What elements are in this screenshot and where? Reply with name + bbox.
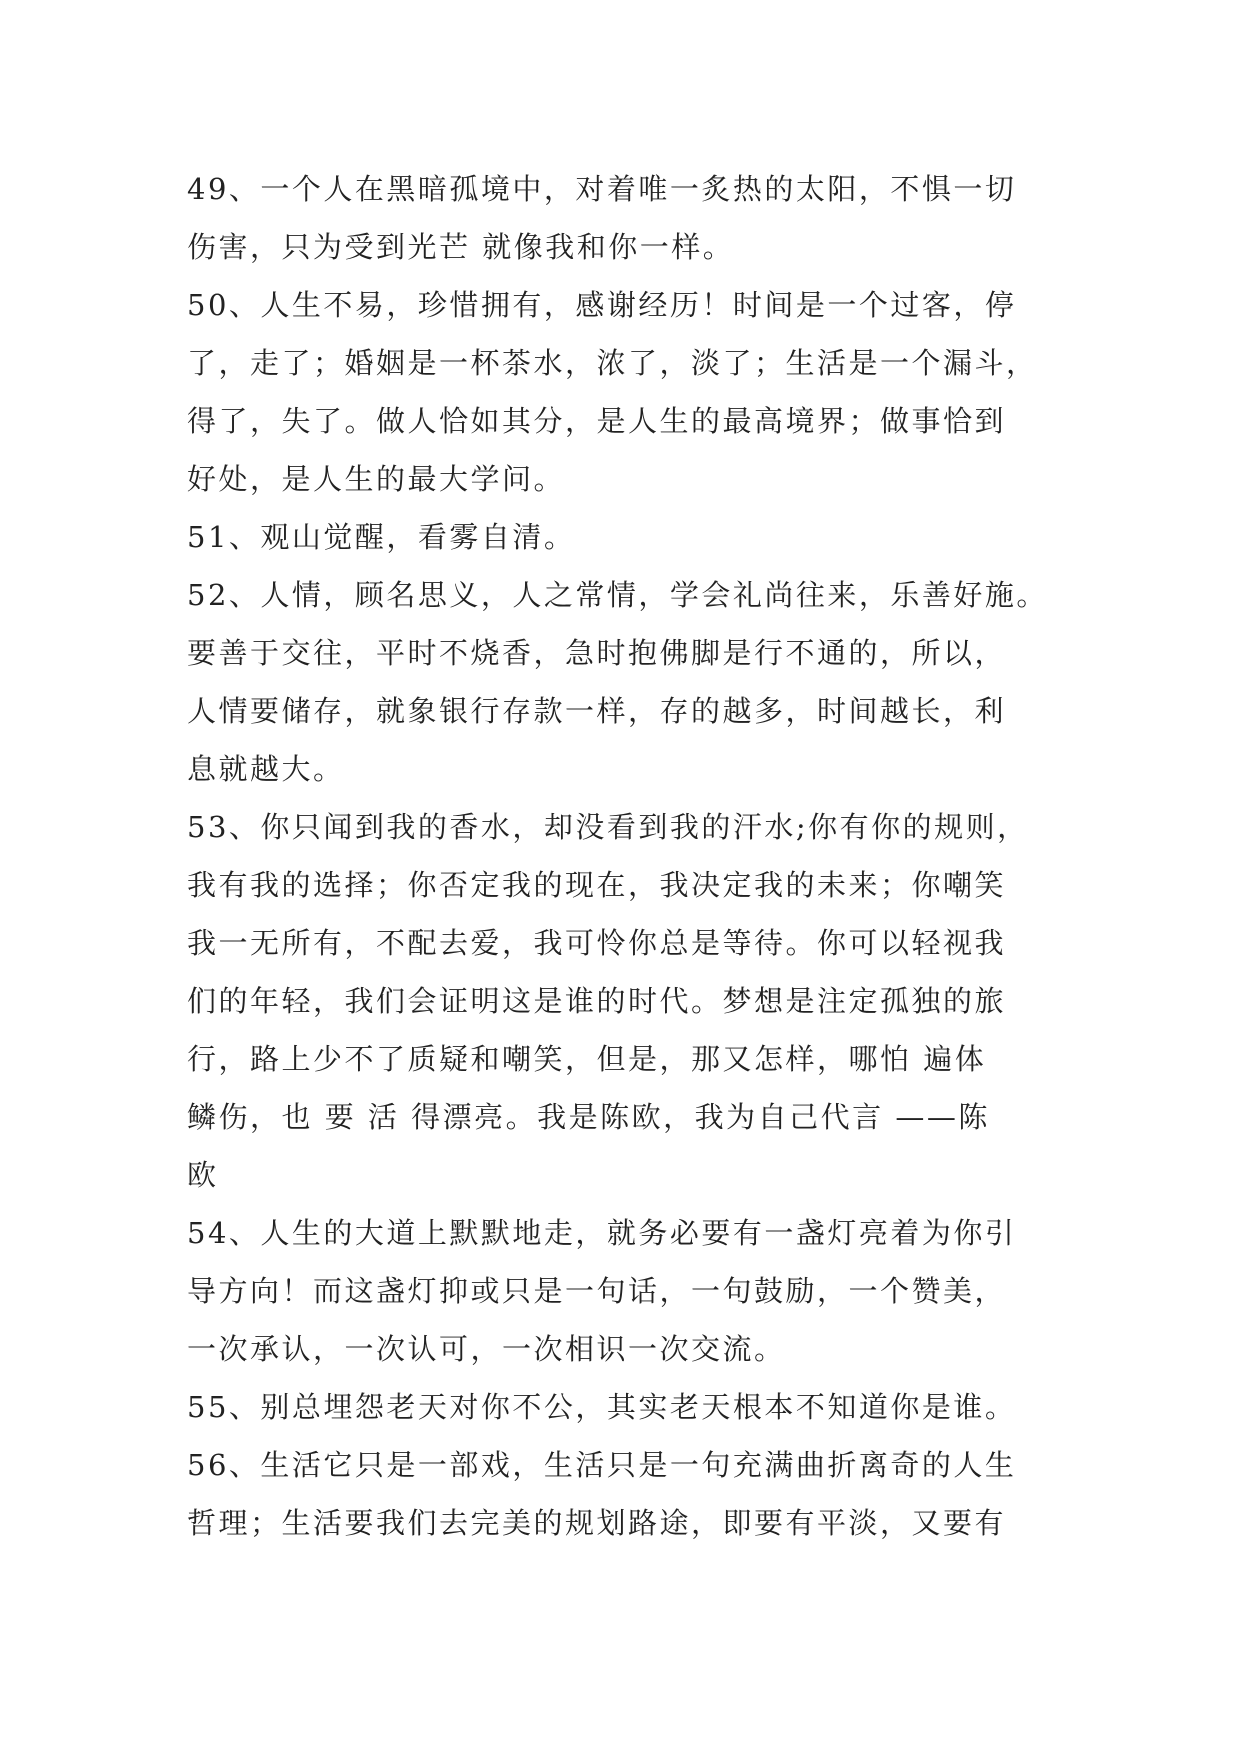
text-line: 49、一个人在黑暗孤境中，对着唯一炙热的太阳，不惧一切 bbox=[187, 172, 1017, 206]
text-line: 56、生活它只是一部戏，生活只是一句充满曲折离奇的人生 bbox=[187, 1448, 1017, 1482]
text-line: 一次承认，一次认可，一次相识一次交流。 bbox=[187, 1332, 786, 1366]
text-line: 好处，是人生的最大学问。 bbox=[187, 462, 566, 496]
document-body bbox=[187, 160, 1067, 1552]
text-line: 鳞伤，也 要 活 得漂亮。我是陈欧，我为自己代言 ——陈 bbox=[187, 1100, 990, 1134]
text-line: 们的年轻，我们会证明这是谁的时代。梦想是注定孤独的旅 bbox=[187, 984, 1007, 1018]
text-line: 息就越大。 bbox=[187, 752, 345, 786]
text-line: 欧 bbox=[187, 1158, 219, 1192]
text-line: 54、人生的大道上默默地走，就务必要有一盏灯亮着为你引 bbox=[187, 1216, 1017, 1250]
text-line: 人情要储存，就象银行存款一样，存的越多，时间越长，利 bbox=[187, 694, 1007, 728]
text-line: 了，走了；婚姻是一杯茶水，浓了，淡了；生活是一个漏斗， bbox=[187, 346, 1038, 380]
text-line: 55、别总埋怨老天对你不公，其实老天根本不知道你是谁。 bbox=[187, 1390, 1017, 1424]
text-line: 伤害，只为受到光芒 就像我和你一样。 bbox=[187, 230, 735, 264]
text-line: 53、你只闻到我的香水，却没看到我的汗水;你有你的规则， bbox=[187, 810, 1029, 844]
text-line: 我一无所有，不配去爱，我可怜你总是等待。你可以轻视我 bbox=[187, 926, 1007, 960]
text-line: 导方向！而这盏灯抑或只是一句话，一句鼓励，一个赞美， bbox=[187, 1274, 1007, 1308]
text-line: 哲理；生活要我们去完美的规划路途，即要有平淡，又要有 bbox=[187, 1506, 1007, 1540]
text-line: 我有我的选择；你否定我的现在，我决定我的未来；你嘲笑 bbox=[187, 868, 1007, 902]
text-line: 得了，失了。做人恰如其分，是人生的最高境界；做事恰到 bbox=[187, 404, 1007, 438]
text-line: 51、观山觉醒，看雾自清。 bbox=[187, 520, 576, 554]
text-line: 50、人生不易，珍惜拥有，感谢经历！时间是一个过客，停 bbox=[187, 288, 1017, 322]
text-line: 要善于交往，平时不烧香，急时抱佛脚是行不通的，所以， bbox=[187, 636, 1007, 670]
text-line: 行，路上少不了质疑和嘲笑，但是，那又怎样，哪怕 遍体 bbox=[187, 1042, 987, 1076]
text-line: 52、人情，顾名思义，人之常情，学会礼尚往来，乐善好施。 bbox=[187, 578, 1048, 612]
